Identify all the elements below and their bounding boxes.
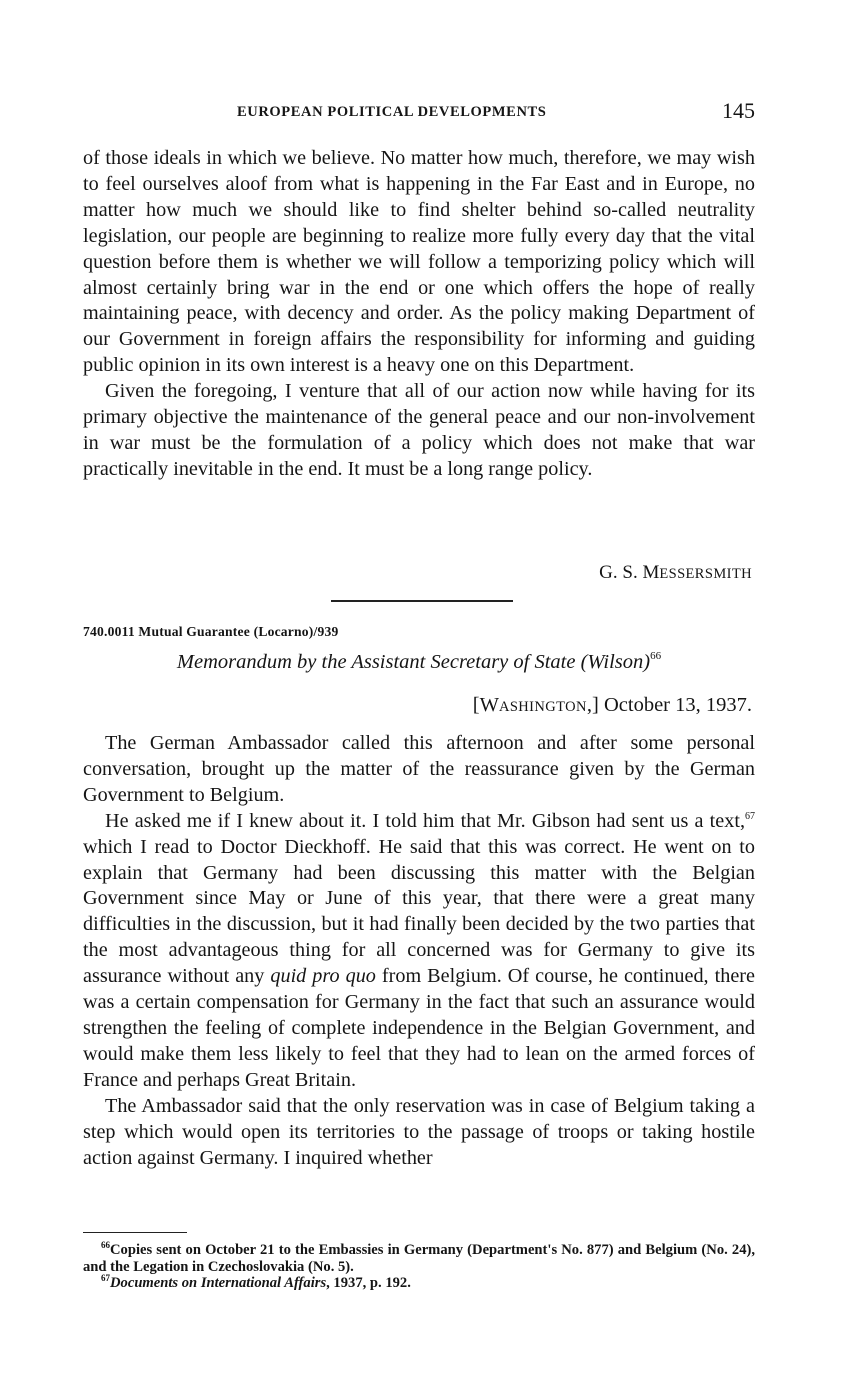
memo-paragraph-2-part-2: which I read to Doctor Dieckhoff. He said that this was correct. He went on to explain that Germany had been discussing this matter with the Belgian Government since May or June of this year, that there were a great many difficulties in the discussion, but it had finally been decided by the two parties that the most advantageous thing for all concerned was for Germany to give its assurance without any [83, 835, 755, 988]
footnote-marker-67: 67 [101, 1273, 110, 1283]
footnote-ref-66: 66 [650, 650, 662, 662]
footnote-67 [83, 1275, 755, 1292]
footnote-66-text: Copies sent on October 21 to the Embassies in Germany (Department's No. 877) and Belgium (No. 24), and the Legation in Czechoslovakia (No. 5). [83, 1242, 755, 1275]
running-title: EUROPEAN POLITICAL DEVELOPMENTS [237, 104, 547, 120]
footnote-67-title: Documents on International Affairs [110, 1275, 327, 1291]
dateline-close: ,] [586, 694, 599, 716]
footnote-66 [83, 1242, 755, 1275]
dateline-open: [W [472, 694, 499, 716]
memo-paragraph-3: The Ambassador said that the only reservation was in case of Belgium taking a step which would open its territories to the passage of troops or taking hostile action against Germany. I inquired whether [83, 1094, 755, 1169]
file-number: 740.0011 Mutual Guarantee (Locarno)/939 [83, 624, 339, 639]
memo-paragraph-2-part-1: He asked me if I knew about it. I told him that Mr. Gibson had sent us a text, [105, 809, 745, 832]
dateline [473, 694, 752, 717]
closing-paragraph: Given the foregoing, I venture that all of our action now while having for its primary objective the maintenance of the general peace and our non-involvement in war must be the formulation of a policy which does not make that war practically inevitable in the end. It must be a long range policy. [83, 380, 755, 480]
memorandum-body [83, 731, 755, 1171]
footnote-67-rest: , 1937, p. 192. [326, 1275, 411, 1291]
dateline-place: ASHINGTON [498, 699, 587, 715]
latin-phrase: quid pro quo [270, 965, 376, 988]
memo-paragraph-1: The German Ambassador called this afternoon and after some personal conversation, brought up the matter of the reassurance given by the German Government to Belgium. [83, 732, 755, 806]
top-section-body [83, 146, 755, 483]
signature-initials: G. S. M [599, 562, 660, 583]
memo-paragraph-2-part-3: from Belgium. Of course, he continued, there was a certain compensation for Germany in the fact that such an assurance would strengthen the feeling of complete independence in the Belgian Government, and would make them less likely to feel that they had to lean on the armed forces of France and perhaps Great Britain. [83, 965, 755, 1091]
signature-surname: ESSERSMITH [659, 566, 752, 582]
memo-paragraph-2 [83, 809, 755, 1094]
document-title-text: Memorandum by the Assistant Secretary of State (Wilson) [176, 651, 651, 673]
footnote-rule [83, 1232, 187, 1233]
dateline-date: October 13, 1937. [603, 694, 752, 716]
page-number: 145 [722, 98, 755, 123]
section-divider [331, 600, 513, 602]
document-title [83, 650, 755, 674]
running-head [83, 98, 755, 128]
footnotes [83, 1242, 755, 1292]
signature [599, 562, 752, 584]
continued-paragraph: of those ideals in which we believe. No matter how much, therefore, we may wish to feel ourselves aloof from what is happening in the Far East and in Europe, no matter how much we should like to find shelter behind so-called neutrality legislation, our people are beginning to realize more fully every day that the vital question before them is whether we will follow a temporizing policy which will almost certainly bring war in the end or one which offers the hope of really maintaining peace, with decency and order. As the policy making Department of our Government in foreign affairs the responsibility for informing and guiding public opinion in its own interest is a heavy one on this Department. [83, 147, 755, 377]
footnote-marker-66: 66 [101, 1240, 110, 1250]
footnote-ref-67: 67 [745, 810, 755, 822]
